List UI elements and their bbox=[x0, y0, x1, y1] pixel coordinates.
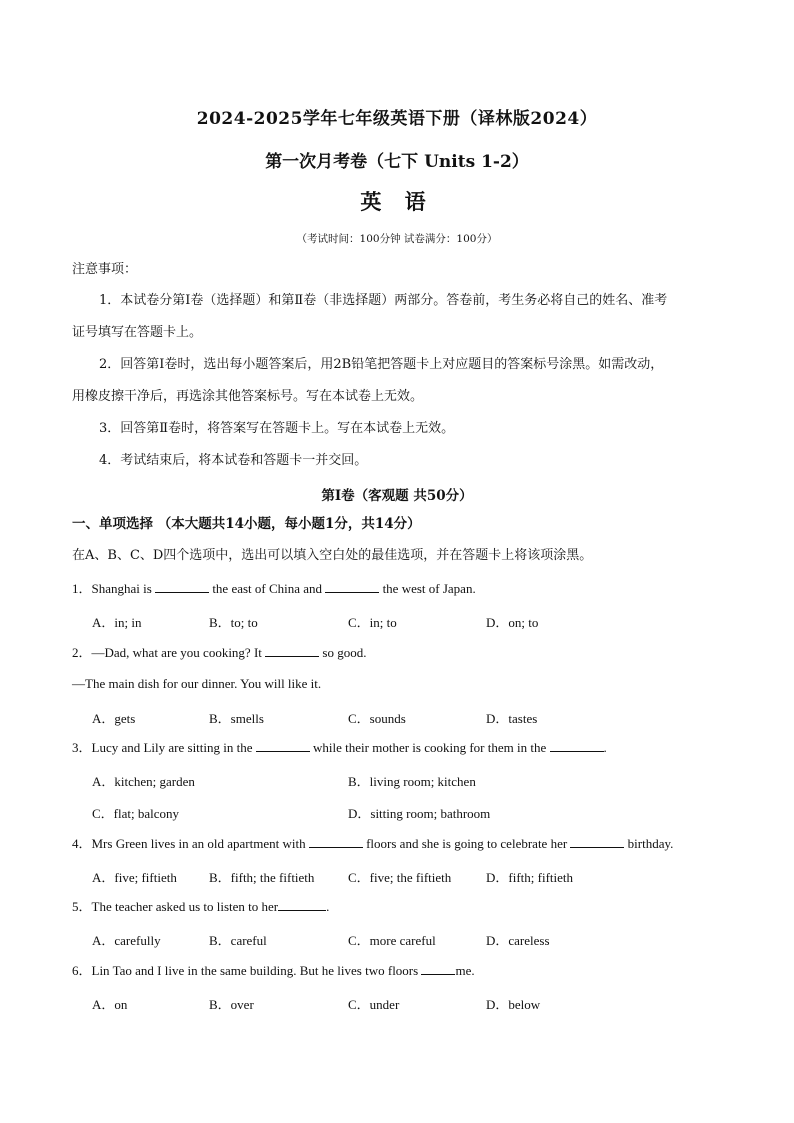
question-text: the east of China and bbox=[212, 581, 323, 596]
note-item-1: 1．本试卷分第Ⅰ卷（选择题）和第Ⅱ卷（非选择题）两部分。答卷前，考生务必将自己的姓名、准考 bbox=[99, 293, 668, 308]
answer-blank bbox=[550, 739, 604, 752]
option-c: C．under bbox=[348, 997, 400, 1012]
question-text: 2．—Dad, what are you cooking? It bbox=[72, 645, 262, 660]
question-text: 5．The teacher asked us to listen to her bbox=[72, 899, 279, 914]
note-item-2: 2．回答第Ⅰ卷时，选出每小题答案后，用2B铅笔把答题卡上对应题目的答案标号涂黑。如需改动， bbox=[99, 357, 664, 372]
question-text: . bbox=[603, 740, 607, 755]
answer-blank bbox=[265, 644, 319, 657]
section-instruction: 在A、B、C、D四个选项中，选出可以填入空白处的最佳选项，并在答题卡上将该项涂黑。 bbox=[72, 548, 593, 563]
option-b: B．over bbox=[209, 997, 254, 1012]
option-b: B．to; to bbox=[209, 615, 258, 630]
question-2 bbox=[72, 644, 366, 661]
option-c: C．sounds bbox=[348, 711, 406, 726]
option-c: C．in; to bbox=[348, 615, 397, 630]
note-item-2-cont: 用橡皮擦干净后，再选涂其他答案标号。写在本试卷上无效。 bbox=[72, 389, 424, 404]
option-a: A．on bbox=[92, 997, 128, 1012]
option-b: B．careful bbox=[209, 933, 267, 948]
option-d: D．careless bbox=[486, 933, 550, 948]
subject-title: 英 语 bbox=[360, 189, 434, 214]
question-text: 4．Mrs Green lives in an old apartment with bbox=[72, 836, 306, 851]
option-d: D．tastes bbox=[486, 711, 538, 726]
question-text: me. bbox=[455, 963, 475, 978]
option-b: B．living room; kitchen bbox=[348, 774, 476, 789]
question-text: 1．Shanghai is bbox=[72, 581, 152, 596]
option-a: A．kitchen; garden bbox=[92, 774, 195, 789]
question-2-reply: —The main dish for our dinner. You will like it. bbox=[72, 676, 322, 691]
option-c: C．more careful bbox=[348, 933, 436, 948]
question-text: while their mother is cooking for them in the bbox=[313, 740, 547, 755]
option-a: A．gets bbox=[92, 711, 136, 726]
page-subtitle: 第一次月考卷（七下 Units 1-2） bbox=[265, 152, 529, 172]
option-a: A．five; fiftieth bbox=[92, 870, 177, 885]
section-title: 一、单项选择 （本大题共14小题，每小题1分，共14分） bbox=[72, 516, 421, 532]
option-d: D．fifth; fiftieth bbox=[486, 870, 574, 885]
option-d: D．on; to bbox=[486, 615, 539, 630]
question-6 bbox=[72, 962, 475, 979]
question-text: so good. bbox=[322, 645, 367, 660]
note-item-4: 4．考试结束后，将本试卷和答题卡一并交回。 bbox=[99, 453, 368, 468]
question-text: 6．Lin Tao and I live in the same building. But he lives two floors bbox=[72, 963, 419, 978]
option-b: B．smells bbox=[209, 711, 264, 726]
answer-blank bbox=[256, 739, 310, 752]
option-a: A．in; in bbox=[92, 615, 142, 630]
option-a: A．carefully bbox=[92, 933, 161, 948]
note-item-3: 3．回答第Ⅱ卷时，将答案写在答题卡上。写在本试卷上无效。 bbox=[99, 421, 455, 436]
question-text: the west of Japan. bbox=[382, 581, 476, 596]
note-item-1-cont: 证号填写在答题卡上。 bbox=[72, 325, 203, 340]
answer-blank bbox=[570, 835, 624, 848]
question-3 bbox=[72, 739, 607, 756]
option-d: D．below bbox=[486, 997, 541, 1012]
part-heading: 第Ⅰ卷（客观题 共50分） bbox=[321, 488, 473, 504]
question-5 bbox=[72, 898, 329, 915]
notes-heading: 注意事项： bbox=[72, 262, 138, 277]
answer-blank bbox=[325, 580, 379, 593]
answer-blank bbox=[278, 898, 326, 911]
question-text: birthday. bbox=[627, 836, 674, 851]
question-text: floors and she is going to celebrate her bbox=[366, 836, 568, 851]
answer-blank bbox=[309, 835, 363, 848]
option-d: D．sitting room; bathroom bbox=[348, 806, 491, 821]
option-c: C．five; the fiftieth bbox=[348, 870, 452, 885]
exam-info: （考试时间：100分钟 试卷满分：100分） bbox=[296, 233, 498, 245]
answer-blank bbox=[421, 962, 455, 975]
page-title: 2024-2025学年七年级英语下册（译林版2024） bbox=[196, 109, 598, 129]
question-1 bbox=[72, 580, 476, 597]
option-b: B．fifth; the fiftieth bbox=[209, 870, 315, 885]
option-c: C．flat; balcony bbox=[92, 806, 180, 821]
question-4 bbox=[72, 835, 673, 852]
question-text: 3．Lucy and Lily are sitting in the bbox=[72, 740, 253, 755]
question-text: . bbox=[326, 899, 330, 914]
answer-blank bbox=[155, 580, 209, 593]
